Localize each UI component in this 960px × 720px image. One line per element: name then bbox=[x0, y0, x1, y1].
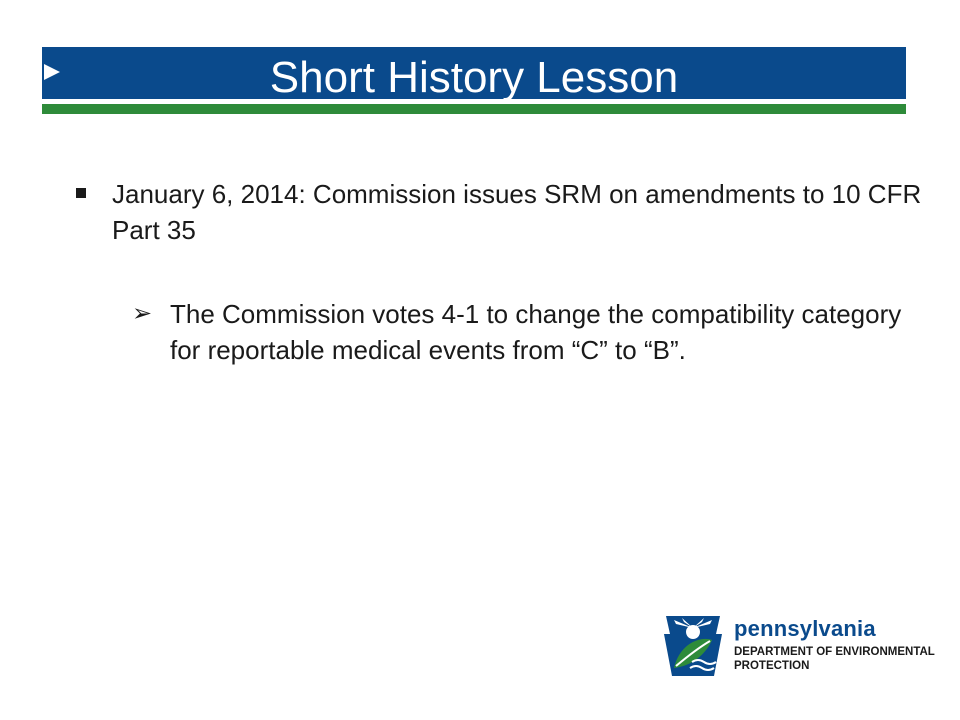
bullet-text-1: January 6, 2014: Commission issues SRM on amendments to 10 CFR Part 35 bbox=[112, 179, 922, 245]
bullet-item-1 bbox=[72, 176, 942, 248]
logo-department-line1: DEPARTMENT OF ENVIRONMENTAL bbox=[734, 646, 935, 658]
slide-title: Short History Lesson bbox=[269, 53, 679, 102]
sub-bullet-item-1 bbox=[132, 296, 932, 368]
logo-name: pennsylvania bbox=[734, 616, 876, 641]
logo-department-line2: PROTECTION bbox=[734, 660, 810, 672]
pa-dep-logo bbox=[662, 614, 952, 678]
square-bullet-icon bbox=[76, 188, 86, 198]
logo-department bbox=[734, 645, 954, 673]
arrow-bullet-icon: ➢ bbox=[132, 300, 153, 327]
title-underline bbox=[42, 104, 906, 114]
sub-bullet-text-1: The Commission votes 4-1 to change the compatibility category for reportable medical events from “C” to “B”. bbox=[170, 299, 902, 365]
keystone-logo-icon bbox=[662, 614, 724, 678]
